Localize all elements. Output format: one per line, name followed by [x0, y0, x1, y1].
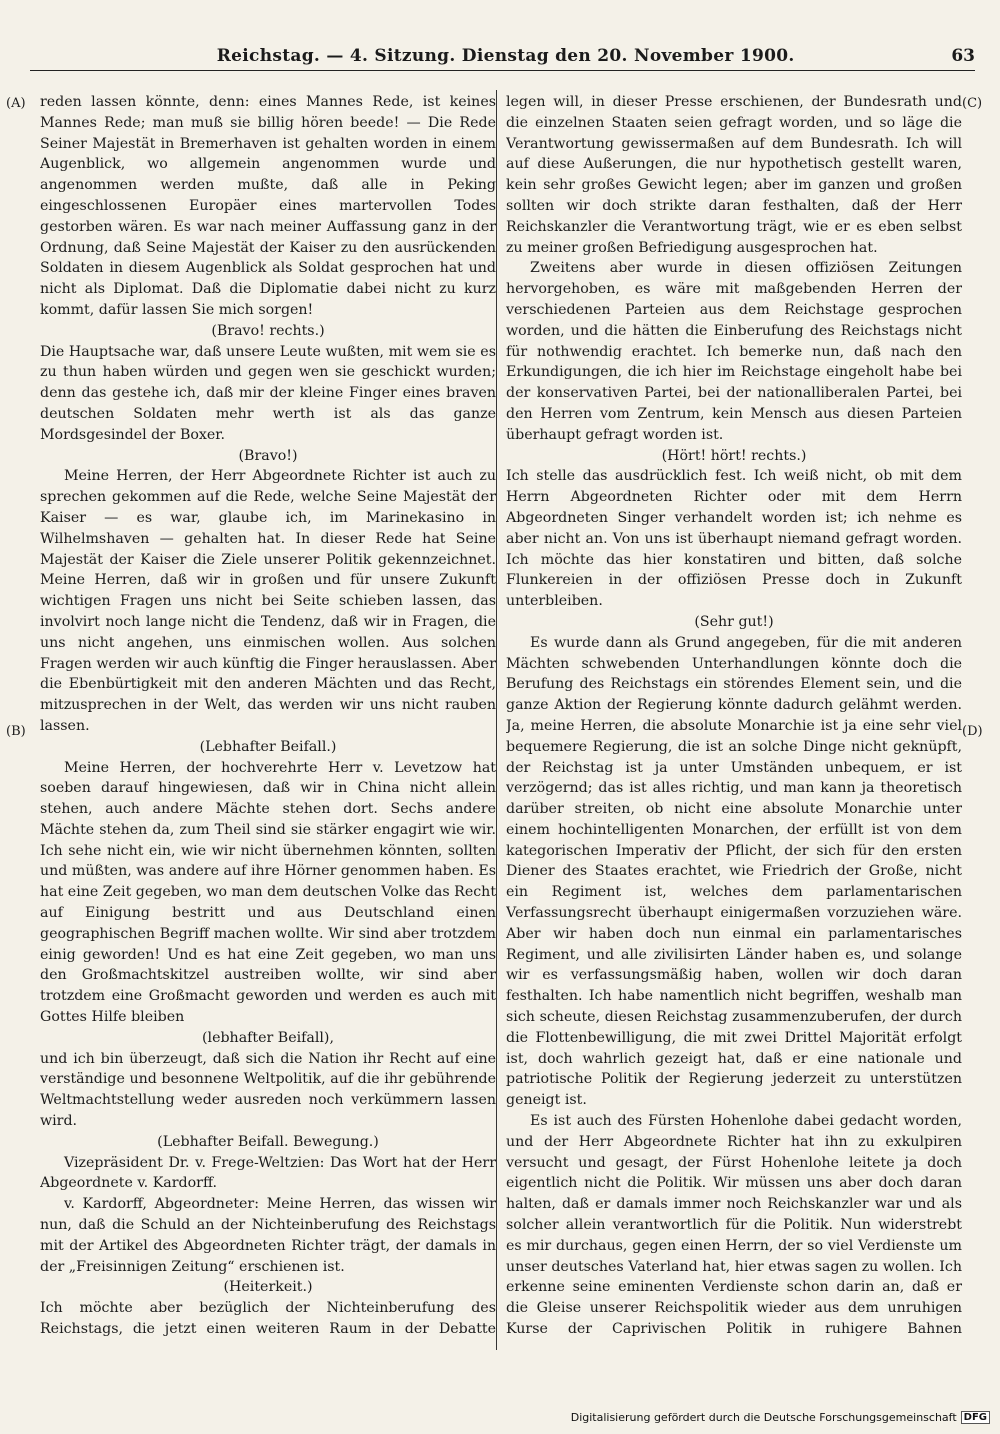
paragraph: und ich bin überzeugt, daß sich die Nation ihr Recht auf eine verständige und besonnene Weltpolitik, auf die ihr gebührende Weltmachtstellung weder ausreden noch verkümmern lassen wird.	[40, 1050, 496, 1130]
stage-direction: (Sehr gut!)	[694, 613, 774, 630]
paragraph: Vizepräsident Dr. v. Frege-Weltzien: Das Wort hat der Herr Abgeordnete v. Kardorff.	[40, 1154, 496, 1192]
stage-direction: (Lebhafter Beifall. Bewegung.)	[157, 1133, 379, 1150]
left-column	[40, 92, 496, 1340]
paragraph: Meine Herren, der hochverehrte Herr v. Levetzow hat soeben darauf hingewiesen, daß wir in China nicht allein stehen, auch andere Mächte stehen dort. Sechs andere Mächte stehen da, zum Theil sind sie stärker engagirt wie wir. Ich sehe nicht ein, wie wir nicht übernehmen könnten, sollten und müßten, was andere auf ihre Hörner genommen haben. Es hat eine Zeit gegeben, wo man dem deutschen Volke das Recht auf Einigung bestritt und aus Deutschland einen geographischen Begriff machen wollte. Wir sind aber trotzdem einig geworden! Und es hat eine Zeit gegeben, wo man uns den Großmachtskitzel austreiben wollte, wir sind aber trotzdem eine Großmacht geworden und werden es auch mit Gottes Hilfe bleiben	[40, 759, 496, 1026]
stage-direction: (lebhafter Beifall),	[202, 1029, 334, 1046]
page-number: 63	[951, 46, 975, 66]
paragraph: Es ist auch des Fürsten Hohenlohe dabei gedacht worden, und der Herr Abgeordnete Richter hat ihn zu exkulpiren versucht und gesagt, der Fürst Hohenlohe leitete ja doch eigentlich nicht die Politik. Wir müssen uns aber doch daran halten, daß er damals immer noch Reichskanzler war und als solcher allein verantwortlich für die Politik. Nun widerstrebt es mir durchaus, gegen einen Herrn, der so viel Verdienste um unser deutsches Vaterland hat, hier etwas sagen zu wollen. Ich erkenne seine eminenten Verdienste schon darin an, daß er die Gleise unserer Reichspolitik wieder aus dem unruhigen Kurse der Caprivischen Politik in ruhigere Bahnen	[506, 1113, 962, 1338]
margin-marker-c: (C)	[962, 96, 983, 111]
paragraph: Meine Herren, der Herr Abgeordnete Richter ist auch zu sprechen gekommen auf die Rede, welche Seine Majestät der Kaiser — es war, glaube ich, im Marinekasino in Wilhelmshaven — gehalten hat. In dieser Rede hat Seine Majestät der Kaiser die Ziele unserer Politik gekennzeichnet. Meine Herren, daß wir in großen und für unsere Zukunft wichtigen Fragen uns nicht bei Seite schieben lassen, das involvirt noch lange nicht die Tendenz, daß wir in Fragen, die uns nicht angehen, uns einmischen wollen. Aus solchen Fragen werden wir auch künftig die Finger herauslassen. Aber die Ebenbürtigkeit mit den anderen Mächten und das Recht, mitzusprechen in der Welt, das werden wir uns nicht rauben lassen.	[40, 468, 496, 734]
right-column	[506, 92, 962, 1340]
stage-direction: (Heiterkeit.)	[223, 1279, 313, 1296]
footer-text: Digitalisierung gefördert durch die Deutsche Forschungsgemeinschaft	[570, 1411, 957, 1424]
column-divider	[496, 90, 497, 1350]
stage-direction: (Bravo!)	[238, 447, 298, 464]
margin-marker-a: (A)	[6, 96, 26, 111]
stage-direction: (Bravo! rechts.)	[211, 322, 325, 339]
running-title: Reichstag. — 4. Sitzung. Dienstag den 20. November 1900.	[216, 46, 795, 66]
paragraph: v. Kardorff, Abgeordneter: Meine Herren, das wissen wir nun, daß die Schuld an der Nichteinberufung des Reichstags mit der Artikel des Abgeordneten Richter trägt, der damals in der „Freisinnigen Zeitung“ erschienen ist.	[40, 1196, 496, 1275]
margin-marker-d: (D)	[962, 724, 983, 739]
paragraph: Ich stelle das ausdrücklich fest. Ich weiß nicht, ob mit dem Herrn Abgeordneten Richter oder mit dem Herrn Abgeordneten Singer verhandelt worden ist; ich nehme es aber nicht an. Von uns ist überhaupt niemand gefragt worden. Ich möchte das hier konstatiren und bitten, daß solche Flunkereien in der offiziösen Presse doch in Zukunft unterbleiben.	[506, 468, 962, 610]
paragraph: legen will, in dieser Presse erschienen, der Bundesrath und die einzelnen Staaten seien gefragt worden, und so läge die Verantwortung gewissermaßen auf dem Bundesrath. Ich will auf diese Außerungen, die nur hypothetisch gestellt waren, kein sehr großes Gewicht legen; aber im ganzen und großen sollten wir doch strikte daran festhalten, daß der Herr Reichskanzler die Verantwortung trägt, wie er es eben selbst zu meiner großen Befriedigung ausgesprochen hat.	[506, 94, 962, 256]
paragraph: Die Hauptsache war, daß unsere Leute wußten, mit wem sie es zu thun haben würden und gegen wen sie geschickt wurden; denn das gestehe ich, daß mir der kleine Finger eines braven deutschen Soldaten mehr werth ist als das ganze Mordsgesindel der Boxer.	[40, 343, 496, 443]
digitization-footer	[571, 1411, 990, 1424]
paragraph: Es wurde dann als Grund angegeben, für die mit anderen Mächten schwebenden Unterhandlungen könnte doch die Berufung des Reichstags ein störendes Element sein, und die ganze Aktion der Regierung könnte dadurch gelähmt werden. Ja, meine Herren, die absolute Monarchie ist ja eine sehr viel bequemere Regierung, die ist an solche Dinge nicht geknüpft, der Reichstag ist ja unter Umständen unbequem, er ist verzögernd; das ist alles richtig, und man kann ja theoretisch darüber streiten, ob nicht eine absolute Monarchie unter einem hochintelligenten Monarchen, der erfüllt ist von dem kategorischen Imperativ der Pflicht, der sich für den ersten Diener des Staates erachtet, wie Friedrich der Große, nicht ein Regiment ist, welches dem parlamentarischen Verfassungsrecht überhaupt einigermaßen vorzuziehen wäre. Aber wir haben doch nun einmal ein parlamentarisches Regiment, und alle zivilisirten Länder haben es, und solange wir es verfassungsmäßig haben, wollen wir doch daran festhalten. Ich habe namentlich nicht begriffen, weshalb man sich scheute, diesen Reichstag zusammenzuberufen, der durch die Flottenbewilligung, die mit zwei Drittel Majorität erfolgt ist, doch wahrlich gezeigt hat, daß er eine nationale und patriotische Politik der Regierung jederzeit zu unterstützen geneigt ist.	[506, 634, 962, 1109]
margin-marker-b: (B)	[6, 724, 26, 739]
paragraph: reden lassen könnte, denn: eines Mannes Rede, ist keines Mannes Rede; man muß sie billig hören beede! — Die Rede Seiner Majestät in Bremerhaven ist gehalten worden in einem Augenblick, wo allgemein angenommen wurde und angenommen werden mußte, daß alle in Peking eingeschlossenen Europäer eines martervollen Todes gestorben wären. Es war nach meiner Auffassung ganz in der Ordnung, daß Seine Majestät der Kaiser zu den ausrückenden Soldaten in diesem Augenblick als Soldat gesprochen hat und nicht als Diplomat. Daß die Diplomatie dabei nicht zu kurz kommt, dafür lassen Sie mich sorgen!	[40, 94, 496, 318]
stage-direction: (Hört! hört! rechts.)	[661, 447, 807, 464]
page-header	[30, 40, 975, 71]
paragraph: Ich möchte aber bezüglich der Nichteinberufung des Reichstags, die jetzt einen weiteren Raum in der Debatte	[40, 1300, 496, 1338]
stage-direction: (Lebhafter Beifall.)	[199, 738, 337, 755]
paragraph: Zweitens aber wurde in diesen offiziösen Zeitungen hervorgehoben, es wäre mit maßgebenden Herren der verschiedenen Parteien aus dem Reichstage gesprochen worden, und die hätten die Einberufung des Reichstags nicht für nothwendig erachtet. Ich bemerke nun, daß nach den Erkundigungen, die ich hier im Reichstage eingeholt habe bei der konservativen Partei, bei der nationalliberalen Partei, bei den Herren vom Zentrum, kein Mensch aus diesen Parteien überhaupt gefragt worden ist.	[506, 260, 962, 443]
dfg-logo: DFG	[961, 1411, 990, 1424]
